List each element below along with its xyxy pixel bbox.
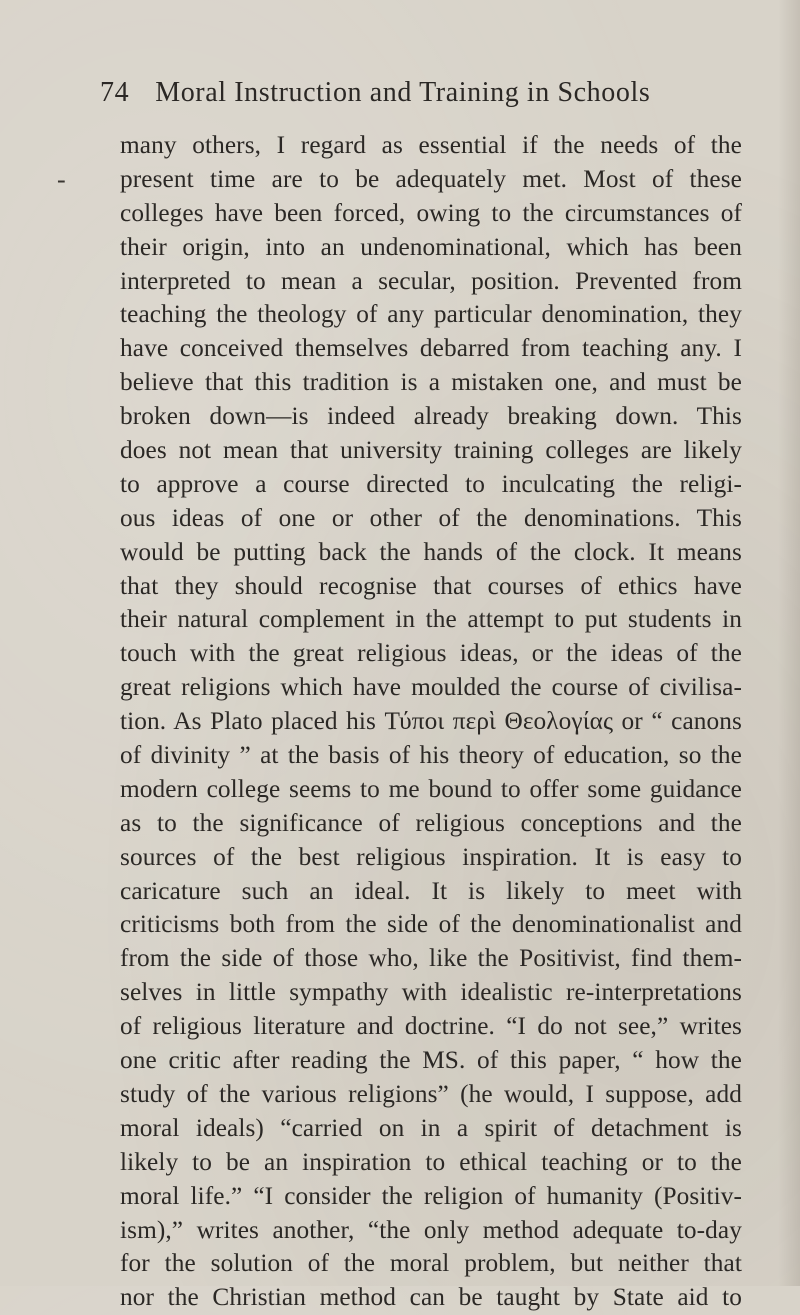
running-head-title: Moral Instruction and Training in Schools	[155, 77, 651, 108]
text-line: tion. As Plato placed his Τύποι περὶ Θεολογίας or “ canons	[120, 707, 742, 736]
text-line: to approve a course directed to inculcating the religi-	[120, 469, 742, 498]
text-line: criticisms both from the side of the denominationalist and	[120, 910, 742, 939]
text-line: ous ideas of one or other of the denominations. This	[120, 503, 742, 532]
text-line: of religious literature and doctrine. “I do not see,” writes	[120, 1012, 742, 1041]
text-line: many others, I regard as essential if the needs of the	[120, 131, 742, 159]
text-line: as to the significance of religious conceptions and the	[120, 808, 742, 837]
body-text	[120, 129, 742, 1315]
text-line: present time are to be adequately met. Most of these	[120, 164, 742, 193]
text-line: ism),” writes another, “the only method adequate to-day	[120, 1215, 742, 1244]
text-line: their natural complement in the attempt to put students in	[120, 605, 742, 634]
text-line: sources of the best religious inspiration. It is easy to	[120, 842, 742, 871]
text-line: from the side of those who, like the Positivist, find them-	[120, 944, 742, 973]
text-line: likely to be an inspiration to ethical teaching or to the	[120, 1147, 742, 1176]
text-line: study of the various religions” (he would, I suppose, add	[120, 1079, 742, 1108]
text-line: moral ideals) “carried on in a spirit of detachment is	[120, 1113, 742, 1142]
text-line: interpreted to mean a secular, position. Prevented from	[120, 266, 742, 295]
text-line: that they should recognise that courses of ethics have	[120, 571, 742, 600]
text-line: teaching the theology of any particular denomination, they	[120, 300, 742, 329]
text-line: does not mean that university training colleges are likely	[120, 436, 742, 465]
text-line: one critic after reading the MS. of this paper, “ how the	[120, 1046, 742, 1075]
margin-mark: -	[57, 165, 66, 194]
text-line: believe that this tradition is a mistaken one, and must be	[120, 368, 742, 397]
text-line: have conceived themselves debarred from teaching any. I	[120, 334, 742, 363]
text-line: modern college seems to me bound to offer some guidance	[120, 774, 742, 803]
text-line: nor the Christian method can be taught by State aid to	[120, 1283, 742, 1312]
text-line: great religions which have moulded the course of civilisa-	[120, 673, 742, 702]
text-line: for the solution of the moral problem, but neither that	[120, 1249, 742, 1278]
page-edge-shadow	[778, 0, 800, 1286]
text-line: moral life.” “I consider the religion of humanity (Positiv-	[120, 1181, 742, 1210]
text-line: selves in little sympathy with idealistic re-interpretations	[120, 978, 742, 1007]
running-head	[100, 77, 760, 109]
page-number: 74	[100, 77, 130, 108]
text-line: touch with the great religious ideas, or the ideas of the	[120, 639, 742, 668]
text-line: of divinity ” at the basis of his theory of education, so the	[120, 741, 742, 770]
text-line: would be putting back the hands of the clock. It means	[120, 537, 742, 566]
text-line: broken down—is indeed already breaking down. This	[120, 402, 742, 431]
text-line: their origin, into an undenominational, which has been	[120, 232, 742, 261]
text-line: caricature such an ideal. It is likely to meet with	[120, 876, 742, 905]
text-line: colleges have been forced, owing to the circumstances of	[120, 198, 742, 227]
